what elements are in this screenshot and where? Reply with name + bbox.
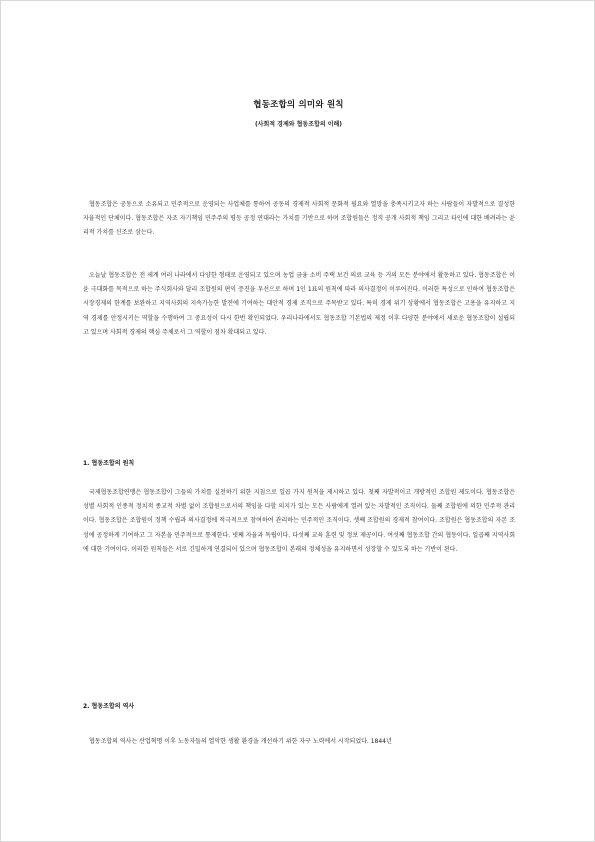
paragraph-3: 국제협동조합연맹은 협동조합이 그들의 가치를 실천하기 위한 지침으로 일곱 가지 원칙을 제시하고 있다. 첫째 자발적이고 개방적인 조합원 제도이다. 협동조합은 성별 사회적 인종적 정치적 종교적 차별 없이 조합원으로서의 책임을 다할 의지가 있는 모든 사람에게 열려 있는 자발적인 조직이다. 둘째 조합원에 의한 민주적 관리이다. 협동조합은 조합원이 정책 수립과 의사결정에 적극적으로 참여하여 관리하는 민주적인 조직이다. 셋째 조합원의 경제적 참여이다. 조합원은 협동조합의 자본 조성에 공정하게 기여하고 그 자본을 민주적으로 통제한다. 넷째 자율과 독립이다. 다섯째 교육 훈련 및 정보 제공이다. 여섯째 협동조합 간의 협동이다. 일곱째 지역사회에 대한 기여이다. 이러한 원칙들은 서로 긴밀하게 연결되어 있으며 협동조합이 본래의 정체성을 유지하면서 성장할 수 있도록 하는 기반이 된다. xyxy=(83,489,515,553)
paragraph-2: 오늘날 협동조합은 전 세계 여러 나라에서 다양한 형태로 운영되고 있으며 농업 금융 소비 주택 보건 의료 교육 등 거의 모든 분야에서 활동하고 있다. 협동조합은 이윤 극대화를 목적으로 하는 주식회사와 달리 조합원의 편익 증진을 우선으로 하며 1인 1표의 원칙에 따라 의사결정이 이루어진다. 이러한 특성으로 인하여 협동조합은 시장경제의 한계를 보완하고 지역사회의 지속가능한 발전에 기여하는 대안적 경제 조직으로 주목받고 있다. 특히 경제 위기 상황에서 협동조합은 고용을 유지하고 지역 경제를 안정시키는 역할을 수행하여 그 중요성이 다시 한번 확인되었다. 우리나라에서도 협동조합 기본법의 제정 이후 다양한 분야에서 새로운 협동조합이 설립되고 있으며 사회적 경제의 핵심 주체로서 그 역할이 점차 확대되고 있다. xyxy=(83,272,515,336)
section-heading-1: 1. 협동조합의 원칙 xyxy=(83,460,135,467)
section-heading-2: 2. 협동조합의 역사 xyxy=(83,703,135,710)
paragraph-4: 협동조합의 역사는 산업혁명 이후 노동자들의 열악한 생활 환경을 개선하기 위한 자구 노력에서 시작되었다. 1844년 xyxy=(89,738,392,745)
paragraph-1: 협동조합은 공동으로 소유되고 민주적으로 운영되는 사업체를 통하여 공동의 경제적 사회적 문화적 필요와 열망을 충족시키고자 하는 사람들이 자발적으로 결성한 자율적인 단체이다. 협동조합은 자조 자기책임 민주주의 평등 공정 연대라는 가치를 기반으로 하며 조합원들은 정직 공개 사회적 책임 그리고 타인에 대한 배려라는 윤리적 가치를 신조로 삼는다. xyxy=(83,201,515,237)
document-title: 협동조합의 의미와 원칙 xyxy=(253,100,344,110)
document-subtitle: (사회적 경제와 협동조합의 이해) xyxy=(254,121,343,128)
